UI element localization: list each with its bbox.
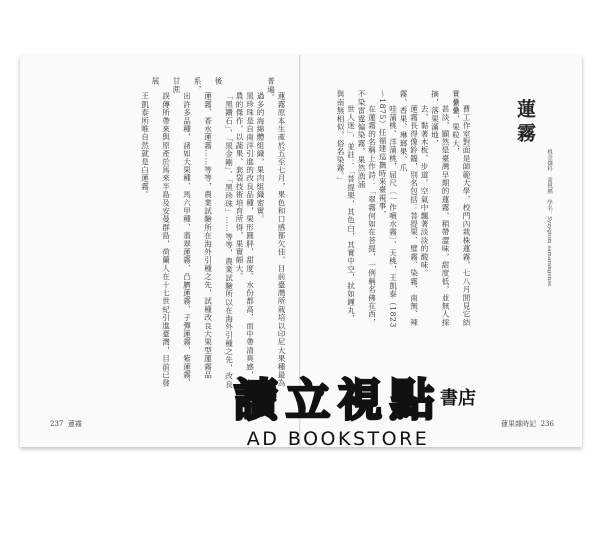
chapter-title: 蓮霧 bbox=[514, 99, 536, 147]
left-paragraph: 蓮霧、香水蓮霧……等等，農業試驗所在海外引種之先，試種改良大果型蓮霧品系， bbox=[193, 77, 213, 380]
right-page-number: 236 bbox=[540, 420, 554, 428]
right-paragraph: 甚淡，顯然是臺灣早期的蓮霧，稍帶澀味，甜度低，並無人採摘，落果滿地， bbox=[430, 90, 450, 327]
left-page-number: 237 bbox=[50, 420, 64, 428]
bookstore-watermark bbox=[208, 375, 476, 450]
right-paragraph: 在蓮霧的名稱上作詩：「翠霧何如在菩提，一例稱名佛在西，不染雷霆偏染霧，果然漁浦 bbox=[357, 90, 377, 327]
right-paragraph: 去，黏著木板、步道，空氣中飄著淡淡的酸味。 bbox=[420, 105, 429, 278]
watermark-chinese: 讀立視點 bbox=[234, 375, 442, 426]
right-paragraph: 世人迷」，並註：「菩提果，其色白，其實中空，狀如鐘丸，與南無相似，俗名染霧。」 bbox=[336, 90, 356, 323]
right-page-text bbox=[321, 90, 471, 330]
left-paragraph: 「黑鑽石」、「黑金剛」、「黑珍珠」……等等，農業試驗所以在海外引種之先，改良後 bbox=[214, 77, 234, 389]
left-paragraph: 誤傳所帶來與原產於馬來半島及安曼群島，荷蘭人在十七世紀引進臺灣，目前已發展 bbox=[151, 77, 171, 388]
left-paragraph: 出許多品種，諸如大果種、馬六甲種、翡翠蓮霧、凸臍蓮霧、子彈蓮霧、紫蓮霧、甘蔗 bbox=[172, 77, 192, 388]
left-paragraph: 農的傑作，以蔬果、套袋技術培育所得，果實頗大。 bbox=[235, 92, 244, 281]
right-paragraph: 曹工作室對面是師範大學，校門內栽株蓮霧，七八月間見它結實纍纍，果粒大， bbox=[451, 90, 471, 327]
chapter-subtitle: 桃金孃科 蒲桃屬 學名：Syzygium samarangense bbox=[546, 149, 552, 287]
watermark-small-text: 書店 bbox=[440, 388, 476, 409]
right-paragraph: 蓮霧長得像鈴鐺，別名包括：菩提果、璧霧、染霧、南無、辣霧、香果、琳瑯果、爪 bbox=[399, 90, 419, 327]
watermark-english: AD BOOKSTORE bbox=[246, 428, 430, 450]
left-paragraph: 黑珍珠是自南洋引進的改良品種，果形圓胖，甜度、水份都高，而中帶清爽感，無 bbox=[245, 92, 255, 388]
right-running-head: 蓮果雜時記 bbox=[501, 420, 537, 428]
chapter-heading bbox=[499, 99, 553, 349]
left-paragraph: 王凱泰所唯自然就是白蓮霧。 bbox=[140, 92, 150, 199]
left-paragraph: 蓮霧原本生產於五至七月，果色和口感都欠佳，目前臺灣所栽培以印尼大果種最為普遍。 bbox=[266, 77, 286, 388]
right-paragraph: 哇蒲桃、洋蒲桃，屈尺〔一作噴水霧〕、天桃，王凱泰（1823～1875）任福建巡撫時來臺視事， bbox=[378, 90, 398, 329]
left-running-head: 蓮霧 bbox=[67, 420, 82, 428]
left-folio bbox=[50, 419, 82, 429]
left-page-text bbox=[48, 77, 286, 389]
right-folio bbox=[501, 419, 554, 429]
left-paragraph: 過多的海綿體組織，果肉組織密實。 bbox=[256, 92, 265, 224]
